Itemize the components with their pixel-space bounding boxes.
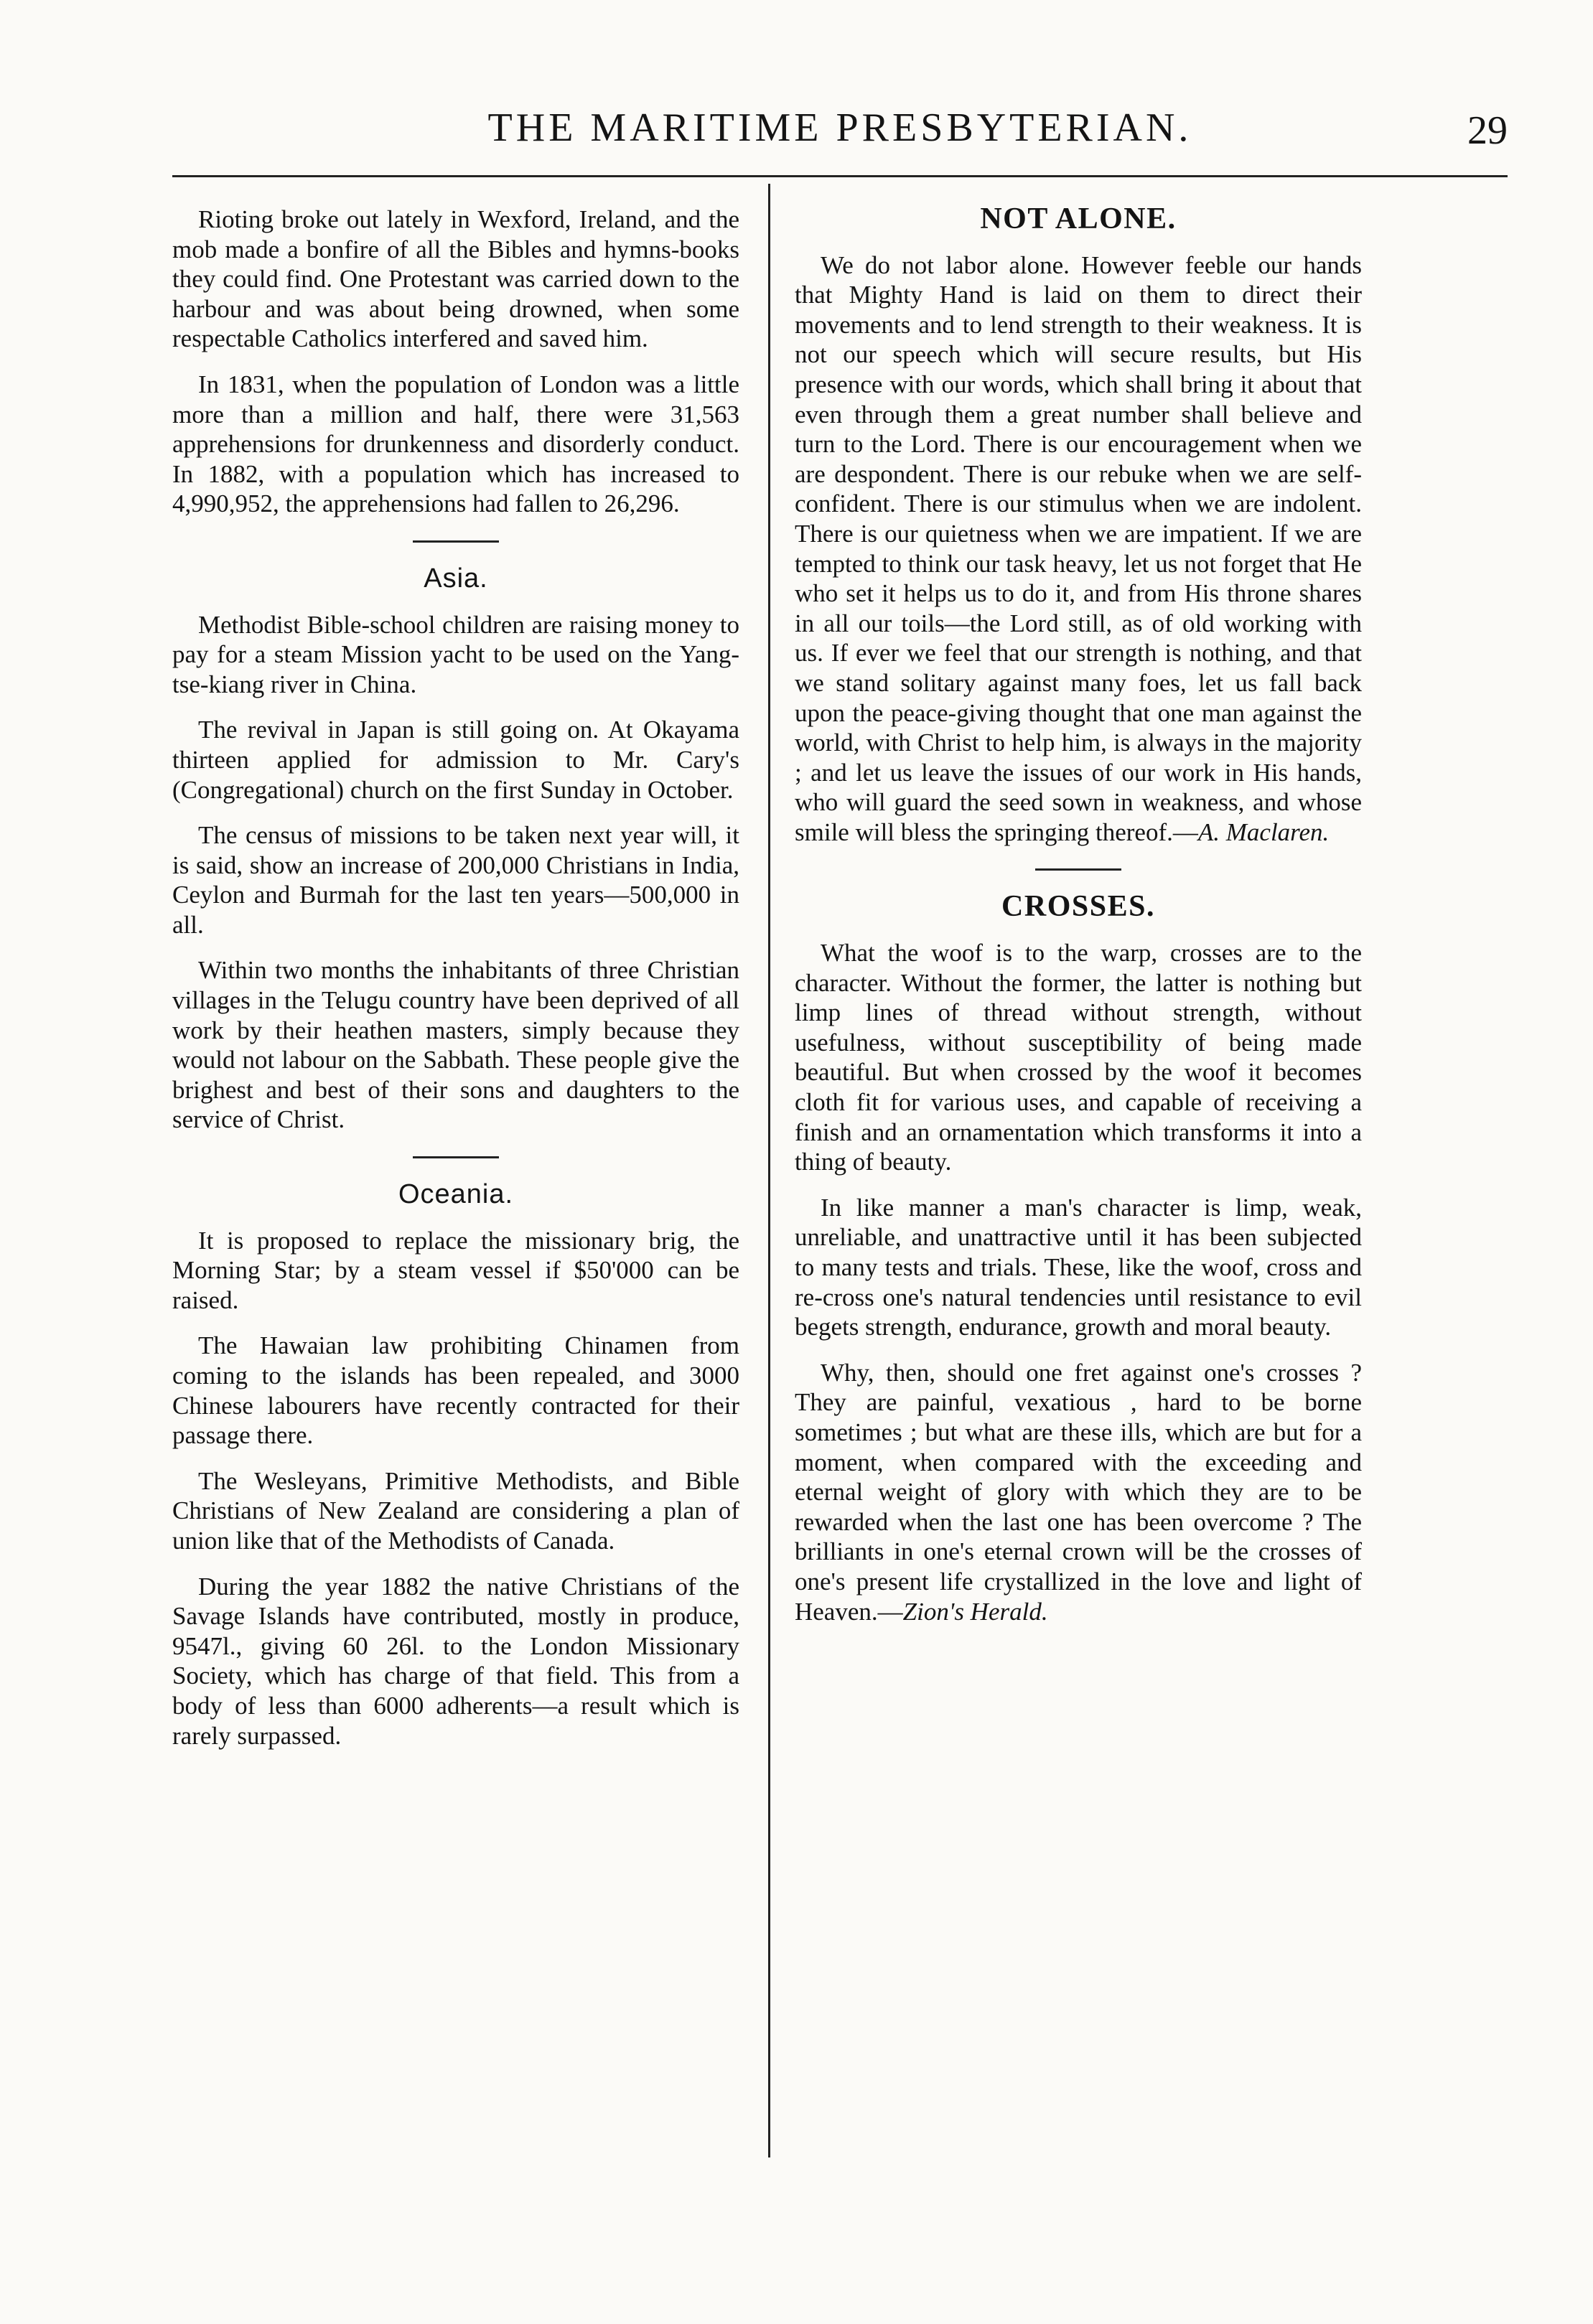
masthead bbox=[172, 85, 1508, 164]
article-wexford: Rioting broke out lately in Wexford, Ireland, and the mob made a bonfire of all the Bibles and hymns-books they could find. One Protestant was carried down to the harbour and was about being drowned, when some respectable Catholics interfered and saved him. bbox=[172, 205, 739, 353]
column-divider bbox=[768, 184, 770, 2157]
header-rule bbox=[172, 175, 1508, 177]
article-crosses-p1: What the woof is to the warp, crosses are to the character. Without the former, the latter is nothing but limp lines of thread without strength, without usefulness, without susceptibility of being made beautiful. But when crossed by the woof it becomes cloth fit for various uses, and capable of receiving a finish and an ornamentation which transforms it into a thing of beauty. bbox=[795, 939, 1362, 1176]
section-separator bbox=[413, 540, 499, 543]
section-separator bbox=[1035, 868, 1121, 871]
article-asia-telugu: Within two months the inhabitants of three Christian villages in the Telugu country have been deprived of all work by their heathen masters, simply because they would not labour on the Sabbath. These people give the brighest and best of their sons and daughters to the service of Christ. bbox=[172, 956, 739, 1134]
article-crosses-p3 bbox=[795, 1358, 1362, 1626]
section-heading-oceania: Oceania. bbox=[398, 1179, 514, 1210]
article-oceania-morning-star: It is proposed to replace the missionary brig, the Morning Star; by a steam vessel if $50'000 can be raised. bbox=[172, 1226, 739, 1314]
right-column bbox=[795, 202, 1362, 1642]
article-crosses-p2: In like manner a man's character is limp, weak, unreliable, and unattractive until it has been subjected to many tests and trials. These, like the woof, cross and re-cross one's natural tendencies until resistance to evil begets strength, endurance, growth and moral beauty. bbox=[795, 1193, 1362, 1341]
left-column bbox=[172, 205, 739, 1766]
article-asia-japan: The revival in Japan is still going on. At Okayama thirteen applied for admission to Mr. Cary's (Congregational) church on the first Sunday in October. bbox=[172, 716, 739, 804]
article-london-apprehensions: In 1831, when the population of London was a little more than a million and half, there were 31,563 apprehensions for drunkenness and disorderly conduct. In 1882, with a population which has increased to 4,990,952, the apprehensions had fallen to 26,296. bbox=[172, 370, 739, 518]
not-alone-attribution: A. Maclaren. bbox=[1197, 817, 1330, 846]
crosses-attribution: Zion's Herald. bbox=[902, 1597, 1048, 1626]
article-heading-crosses: CROSSES. bbox=[1001, 890, 1155, 924]
article-not-alone-body bbox=[795, 250, 1362, 848]
article-oceania-hawaii: The Hawaian law prohibiting Chinamen from coming to the islands has been repealed, and 3000 Chinese labourers have recently contracted for their passage there. bbox=[172, 1331, 739, 1450]
not-alone-text: We do not labor alone. However feeble our hands that Mighty Hand is laid on them to direct their movements and to lend strength to their weakness. It is not our speech which will secure results, but His presence with our words, which shall bring it about that even through them a great number shall believe and turn to the Lord. There is our encouragement when we are despondent. There is our rebuke when we are self-confident. There is our stimulus when we are indolent. There is our quietness when we are impatient. If we are tempted to think our task heavy, let us not forget that He who set it helps us to do it, and from His throne shares in all our toils—the Lord still, as of old working with us. If ever we feel that our strength is nothing, and that we stand solitary against many foes, let us fall back upon the peace-giving thought that one man against the world, with Christ to help him, is always in the majority ; and let us leave the issues of our work in His hands, who will guard the seed sown in weakness, and whose smile will bless the springing thereof.— bbox=[795, 250, 1362, 846]
article-asia-census: The census of missions to be taken next year will, it is said, show an increase of 200,000 Christians in India, Ceylon and Burmah for the last ten years—500,000 in all. bbox=[172, 821, 739, 939]
newspaper-title: THE MARITIME PRESBYTERIAN. bbox=[487, 106, 1192, 150]
article-oceania-savage-islands: During the year 1882 the native Christians of the Savage Islands have contributed, mostly in produce, 9547l., giving 60 26l. to the London Missionary Society, which has charge of that field. This from a body of less than 6000 adherents—a result which is rarely surpassed. bbox=[172, 1572, 739, 1750]
article-oceania-new-zealand: The Wesleyans, Primitive Methodists, and Bible Christians of New Zealand are considering a plan of union like that of the Methodists of Canada. bbox=[172, 1466, 739, 1555]
article-heading-not-alone: NOT ALONE. bbox=[980, 202, 1177, 235]
section-separator bbox=[413, 1156, 499, 1158]
page-number: 29 bbox=[1467, 108, 1508, 153]
section-heading-asia: Asia. bbox=[424, 563, 488, 594]
crosses-p3-text: Why, then, should one fret against one's crosses ? They are painful, vexatious , hard to be borne sometimes ; but what are these ills, which are but for a moment, when compared with the exceeding and eternal weight of glory with which they are to be rewarded when the last one has been overcome ? The brilliants in one's eternal crown will be the crosses of one's present life crystallized in the love and light of Heaven.— bbox=[795, 1358, 1362, 1626]
article-asia-yacht: Methodist Bible-school children are raising money to pay for a steam Mission yacht to be used on the Yang-tse-kiang river in China. bbox=[172, 610, 739, 698]
